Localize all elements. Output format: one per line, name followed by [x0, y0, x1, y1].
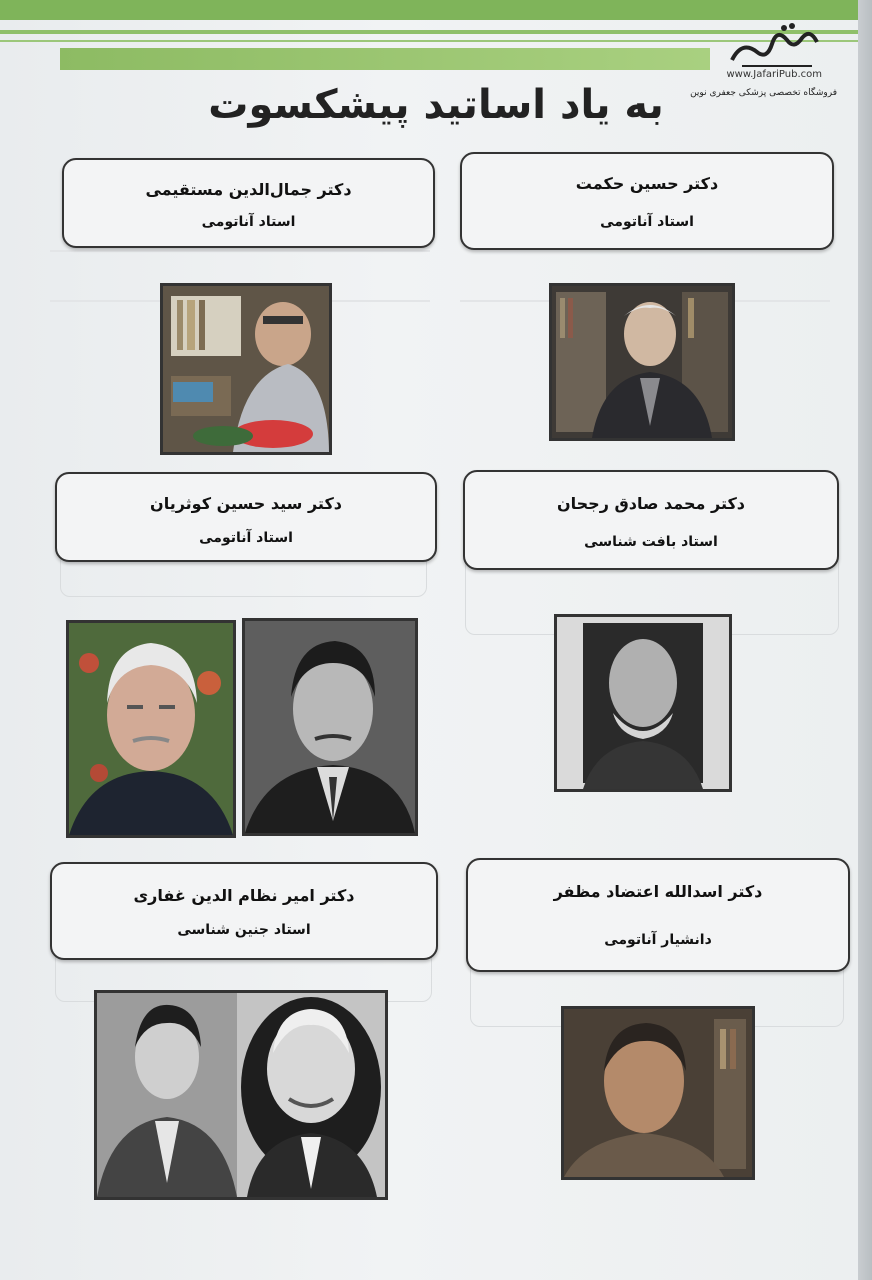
portrait-image [552, 286, 732, 438]
professor-card [460, 152, 834, 250]
professor-card [50, 862, 438, 960]
professor-title: استاد بافت شناسی [584, 534, 718, 550]
professor-name: دکتر سید حسین کوثریان [150, 494, 342, 513]
professor-card [466, 858, 850, 972]
publisher-store-name: فروشگاه تخصصی پزشکی جعفری نوین [690, 88, 837, 98]
professor-photo [549, 283, 735, 441]
page-title: به یاد اساتید پیشکسوت [208, 82, 664, 128]
portrait-image [245, 621, 415, 833]
professor-photo [242, 618, 418, 836]
professor-photo [66, 620, 236, 838]
publisher-logo-icon [722, 20, 822, 72]
professor-card [55, 472, 437, 562]
portrait-image [97, 993, 385, 1197]
professor-card [62, 158, 435, 248]
publisher-website: www.JafariPub.com [726, 69, 822, 80]
portrait-image [564, 1009, 752, 1177]
professor-card [463, 470, 839, 570]
portrait-image [69, 623, 233, 835]
show-through-ghost [50, 250, 430, 252]
professor-name: دکتر محمد صادق رجحان [556, 494, 746, 513]
professor-title: استاد آناتومی [199, 530, 293, 546]
professor-title: استاد آناتومی [201, 214, 296, 230]
book-binding-edge [858, 0, 872, 1280]
professor-photo [561, 1006, 755, 1180]
professor-name: دکتر امیر نظام الدین غفاری [133, 886, 355, 905]
professor-title: دانشیار آناتومی [604, 932, 712, 948]
portrait-image [163, 286, 329, 452]
professor-name: دکتر حسین حکمت [575, 174, 719, 193]
professor-photo [94, 990, 388, 1200]
professor-title: استاد جنین شناسی [177, 922, 311, 938]
professor-name: دکتر اسدالله اعتضاد مظفر [553, 882, 763, 901]
professor-title: استاد آناتومی [600, 214, 694, 230]
professor-photo [160, 283, 332, 455]
professor-name: دکتر جمال‌الدین مستقیمی [145, 180, 352, 199]
header-green-band [0, 0, 862, 20]
portrait-image [557, 617, 729, 789]
header-stripe [60, 48, 710, 70]
professor-photo [554, 614, 732, 792]
